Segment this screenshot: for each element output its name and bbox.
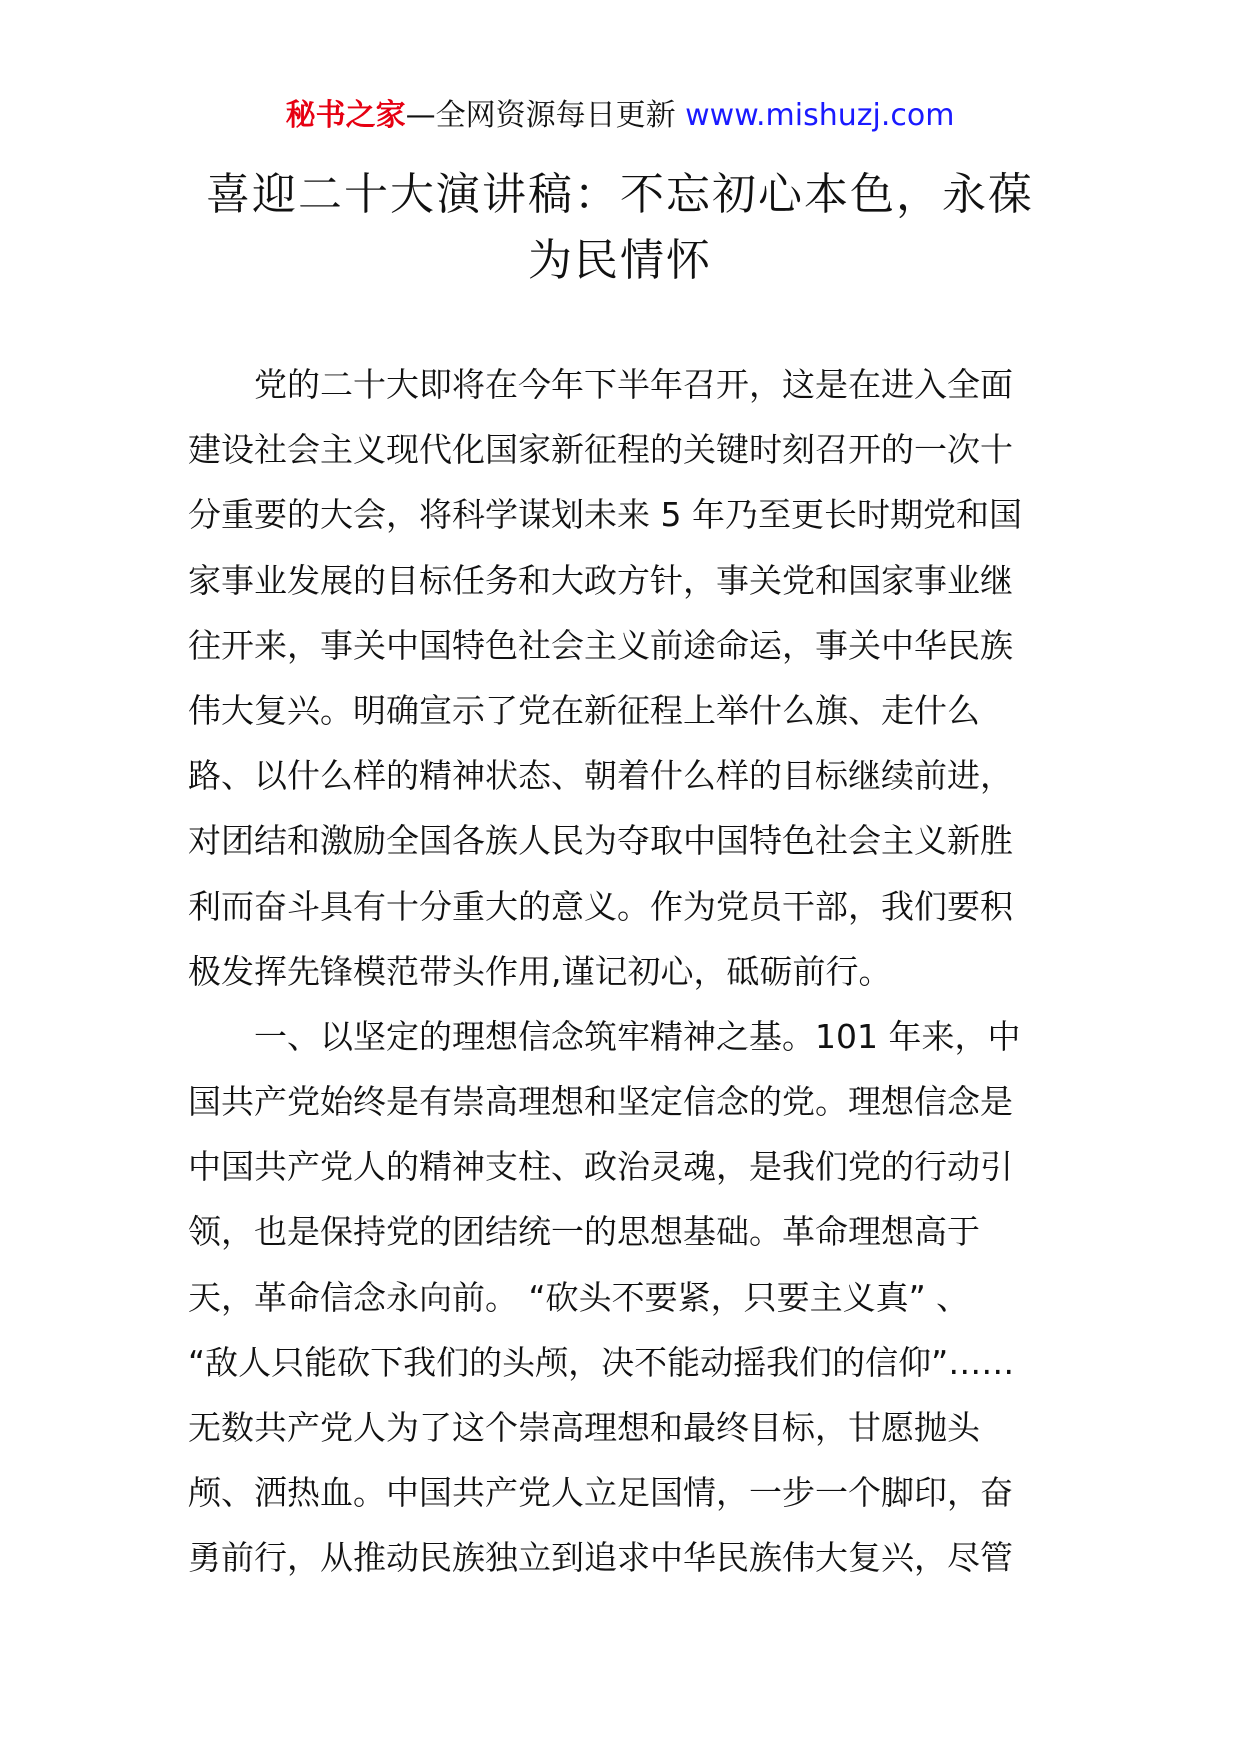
- body-line: “敌人只能砍下我们的头颅，决不能动摇我们的信仰”……: [188, 1342, 1015, 1382]
- body-line: 国共产党始终是有崇高理想和坚定信念的党。理想信念是: [188, 1082, 1013, 1122]
- body-line: 利而奋斗具有十分重大的意义。作为党员干部，我们要积: [188, 886, 1013, 926]
- site-url-link[interactable]: www.mishuzj.com: [685, 98, 955, 133]
- body-line: 建设社会主义现代化国家新征程的关键时刻召开的一次十: [188, 430, 1013, 470]
- site-header: [0, 96, 1240, 136]
- document-title-line-2: 为民情怀: [528, 235, 712, 286]
- body-line: 伟大复兴。明确宣示了党在新征程上举什么旗、走什么: [188, 690, 980, 730]
- body-line: 无数共产党人为了这个崇高理想和最终目标，甘愿抛头: [188, 1408, 980, 1447]
- body-line: 中国共产党人的精神支柱、政治灵魂，是我们党的行动引: [188, 1147, 1013, 1187]
- body-line: 极发挥先锋模范带头作用,谨记初心，砥砺前行。: [188, 951, 892, 991]
- body-line: 家事业发展的目标任务和大政方针，事关党和国家事业继: [188, 560, 1013, 600]
- body-line: 路、以什么样的精神状态、朝着什么样的目标继续前进，: [188, 756, 1013, 796]
- document-title: [180, 162, 1060, 294]
- document-title-line-1: 喜迎二十大演讲稿：不忘初心本色，永葆: [206, 169, 1034, 220]
- body-line: 党的二十大即将在今年下半年召开，这是在进入全面: [188, 365, 1013, 404]
- body-line: 勇前行，从推动民族独立到追求中华民族伟大复兴，尽管: [188, 1538, 1013, 1578]
- body-line: 分重要的大会，将科学谋划未来 5 年乃至更长时期党和国: [188, 495, 1022, 535]
- site-tagline: —全网资源每日更新: [405, 98, 686, 133]
- body-line: 对团结和激励全国各族人民为夺取中国特色社会主义新胜: [188, 821, 1013, 861]
- body-line: 一、以坚定的理想信念筑牢精神之基。101 年来，中: [188, 1016, 1021, 1056]
- document-body: [188, 352, 1058, 1591]
- body-line: 天，革命信念永向前。 “砍头不要紧，只要主义真” 、: [188, 1277, 970, 1317]
- body-line: 往开来，事关中国特色社会主义前途命运，事关中华民族: [188, 625, 1013, 665]
- body-line: 颅、洒热血。中国共产党人立足国情，一步一个脚印，奋: [188, 1473, 1013, 1513]
- site-brand: 秘书之家: [285, 98, 406, 133]
- body-line: 领，也是保持党的团结统一的思想基础。革命理想高于: [188, 1212, 980, 1252]
